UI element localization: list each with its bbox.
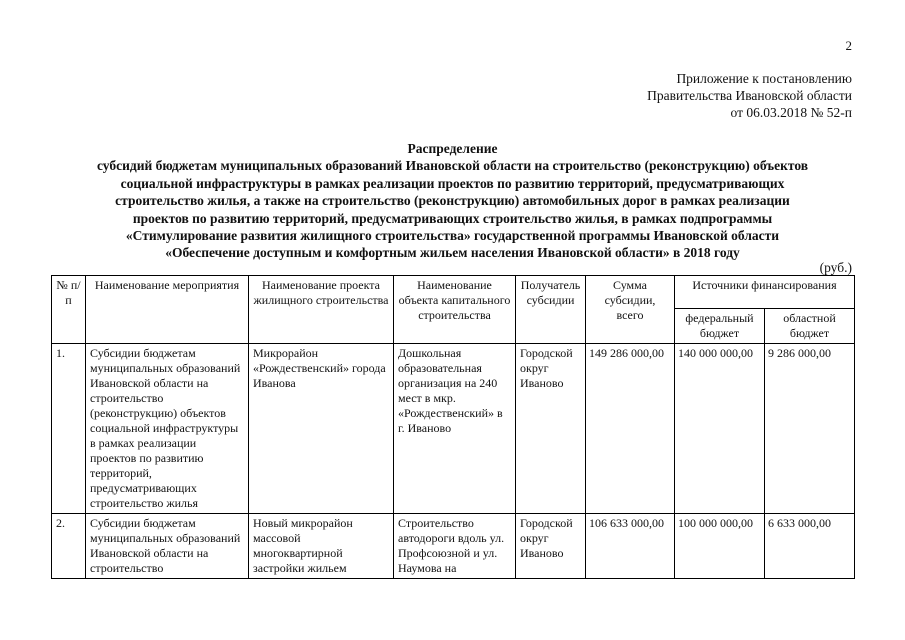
header-regional: областной бюджет [765,309,855,344]
appendix-line: Приложение к постановлению [676,71,852,86]
table-row [52,514,855,579]
header-federal: федеральный бюджет [675,309,765,344]
appendix-block [647,70,852,121]
table-row [52,344,855,514]
row-regional: 6 633 000,00 [765,514,855,579]
row-regional: 9 286 000,00 [765,344,855,514]
row-event: Субсидии бюджетам муниципальных образований Ивановской области на строительство [86,514,249,579]
appendix-line: от 06.03.2018 № 52-п [730,105,852,120]
document-title [40,140,865,262]
title-line: проектов по развитию территорий, предусматривающих строительство жилья, в рамках подпрограммы [132,210,773,226]
row-event: Субсидии бюджетам муниципальных образований Ивановской области на строительство (реконструкцию) объектов социальной инфраструктуры в рамках реализации проектов по развитию территорий, предусматривающих строительство жилья [86,344,249,514]
title-line: социальной инфраструктуры в рамках реализации проектов по развитию территорий, предусматривающих [120,175,785,191]
distribution-table [51,275,855,579]
page-number: 2 [845,38,852,53]
row-sum: 149 286 000,00 [586,344,675,514]
header-event: Наименование мероприятия [86,276,249,344]
header-project: Наименование проекта жилищного строительства [249,276,394,344]
row-num: 2. [52,514,86,579]
row-federal: 100 000 000,00 [675,514,765,579]
row-federal: 140 000 000,00 [675,344,765,514]
row-object: Дошкольная образовательная организация на 240 мест в мкр. «Рождественский» в г. Иваново [394,344,516,514]
title-line: строительство жилья, а также на строительство (реконструкцию) автомобильных дорог в рамках реализации [115,193,790,209]
row-recipient: Городской округ Иваново [516,344,586,514]
row-sum: 106 633 000,00 [586,514,675,579]
row-num: 1. [52,344,86,514]
title-line: Распределение [407,141,498,156]
title-line: «Обеспечение доступным и комфортным жильем населения Ивановской области» в 2018 году [165,245,740,261]
header-sum: Сумма субсидии, всего [586,276,675,344]
header-object: Наименование объекта капитального строительства [394,276,516,344]
currency-units: (руб.) [819,260,852,275]
row-project: Новый микрорайон массовой многоквартирной застройки жильем [249,514,394,579]
title-line: «Стимулирование развития жилищного строительства» государственной программы Ивановской области [125,228,780,244]
row-recipient: Городской округ Иваново [516,514,586,579]
table-header-row [52,276,855,309]
header-num: № п/п [52,276,86,344]
row-object: Строительство автодороги вдоль ул. Профсоюзной и ул. Наумова на [394,514,516,579]
appendix-line: Правительства Ивановской области [647,88,852,103]
row-project: Микрорайон «Рождественский» города Иванова [249,344,394,514]
header-sources: Источники финансирования [675,276,855,309]
title-line: субсидий бюджетам муниципальных образований Ивановской области на строительство (реконструкцию) объектов [96,158,809,174]
header-recipient: Получатель субсидии [516,276,586,344]
